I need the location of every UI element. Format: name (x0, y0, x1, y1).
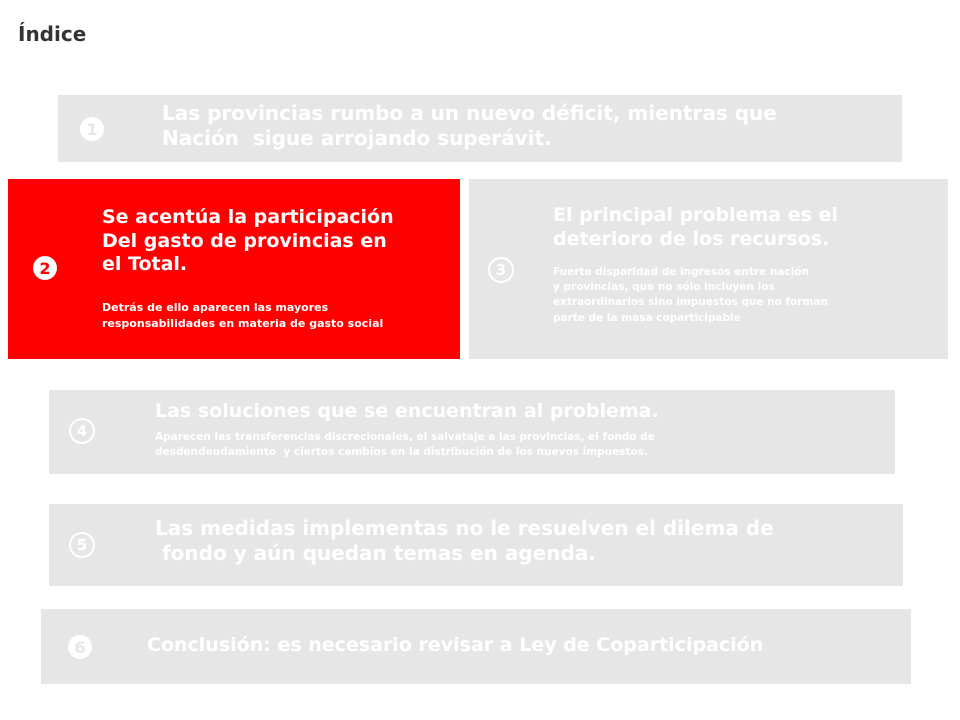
detail-line: desdendeudamiento y ciertos cambios en la distribución de los nuevos impuestos. (155, 446, 648, 459)
index-item-4-detail (155, 430, 655, 460)
heading-line: fondo y aún quedan temas en agenda. (155, 540, 596, 565)
number-5-icon: 5 (69, 532, 95, 558)
heading-line: Nación sigue arrojando superávit. (162, 125, 552, 150)
index-item-5-heading (155, 516, 774, 566)
heading-line: Las medidas implementas no le resuelven el dilema de (155, 516, 774, 540)
index-item-4-heading (155, 400, 659, 424)
number-1-icon: 1 (80, 117, 104, 141)
heading-line: Las soluciones que se encuentran al problema. (155, 400, 659, 422)
index-item-2-detail (102, 300, 383, 332)
detail-line: Fuerte disparidad de ingresos entre nación (553, 266, 809, 278)
detail-line: Aparecen las transferencias discrecionales, el salvataje a las provincias, el fondo de (155, 431, 655, 443)
index-item-3[interactable] (469, 179, 948, 359)
number-3-icon: 3 (488, 257, 514, 283)
index-item-2-heading (102, 206, 394, 277)
index-item-1-heading (162, 101, 777, 151)
heading-line: Las provincias rumbo a un nuevo déficit, mientras que (162, 101, 777, 125)
heading-line: Conclusión: es necesario revisar a Ley de Coparticipación (147, 634, 764, 656)
index-item-4[interactable] (49, 390, 895, 474)
detail-line: parte de la masa coparticipable (553, 311, 741, 324)
detail-line: extraordinarios sino impuestos que no forman (553, 296, 828, 309)
heading-line: el Total. (102, 253, 188, 276)
number-6-icon: 6 (68, 635, 92, 659)
heading-line: deterioro de los recursos. (553, 227, 830, 250)
page-title: Índice (18, 22, 87, 46)
index-item-2[interactable] (8, 179, 460, 359)
index-item-5[interactable] (49, 504, 903, 586)
heading-line: El principal problema es el (553, 204, 838, 226)
number-4-icon: 4 (69, 418, 95, 444)
index-item-6-heading (147, 634, 763, 658)
detail-line: Detrás de ello aparecen las mayores (102, 301, 329, 314)
heading-line: Del gasto de provincias en (102, 229, 387, 252)
detail-line: responsabilidades en materia de gasto social (102, 316, 384, 330)
index-item-3-detail (553, 265, 828, 326)
index-item-6[interactable] (41, 609, 911, 684)
heading-line: Se acentúa la participación (102, 206, 394, 228)
index-item-3-heading (553, 204, 838, 251)
detail-line: y provincias, que no sólo incluyen los (553, 281, 775, 294)
index-item-1[interactable] (58, 95, 902, 162)
number-2-icon: 2 (33, 256, 57, 280)
